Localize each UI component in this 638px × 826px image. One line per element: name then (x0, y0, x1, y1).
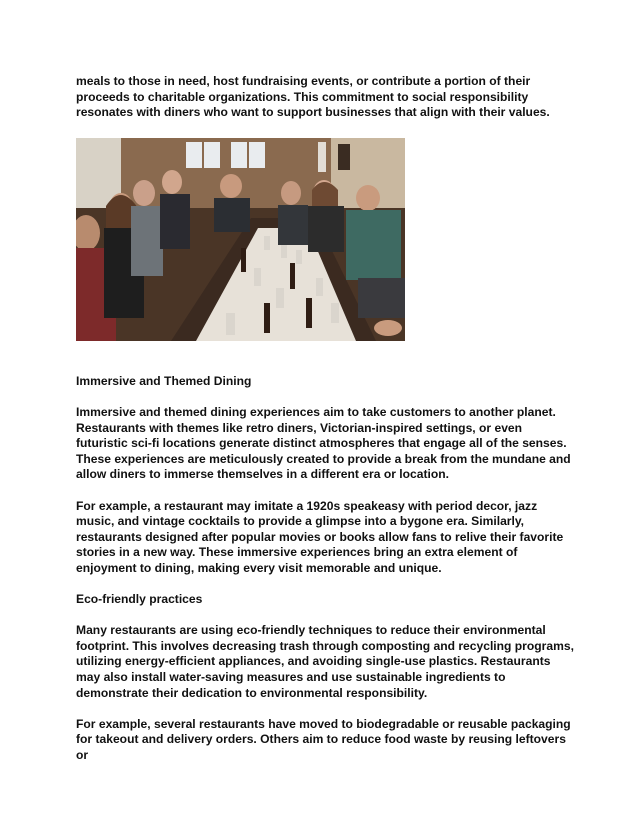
document-page (76, 74, 576, 764)
intro-paragraph: meals to those in need, host fundraising events, or contribute a portion of their proceeds to charitable organizations. This commitment to social responsibility resonates with diners who want to support businesses that align with their values. (76, 74, 550, 120)
eco-body-paragraph: Many restaurants are using eco-friendly techniques to reduce their environmental footprint. This involves decreasing trash through composting and recycling programs, utilizing energy-efficient appliances, and avoiding single-use plastics. Restaurants may also install water-saving measures and use sustainable ingredients to demonstrate their dedication to environmental responsibility. (76, 623, 574, 700)
section-heading-eco: Eco-friendly practices (76, 592, 203, 607)
section-heading-immersive: Immersive and Themed Dining (76, 373, 252, 388)
dinner-party-photo (76, 138, 405, 341)
immersive-body-paragraph: Immersive and themed dining experiences aim to take customers to another planet. Restaurants with themes like retro diners, Victorian-inspired settings, or even futuristic sci-fi locations generate distinct atmospheres that engage all of the senses. These experiences are meticulously created to provide a break from the mundane and allow diners to immerse themselves in a different era or location. (76, 404, 571, 482)
eco-example-paragraph: For example, several restaurants have moved to biodegradable or reusable packaging for takeout and delivery orders. Others aim to reduce food waste by reusing leftovers or (76, 716, 571, 763)
immersive-example-paragraph: For example, a restaurant may imitate a 1920s speakeasy with period decor, jazz music, and vintage cocktails to provide a glimpse into a bygone era. Similarly, restaurants designed after popular movies or books allow fans to relive their favorite stories in a new way. These immersive experiences bring an extra element of enjoyment to dining, making every visit memorable and unique. (76, 498, 564, 575)
